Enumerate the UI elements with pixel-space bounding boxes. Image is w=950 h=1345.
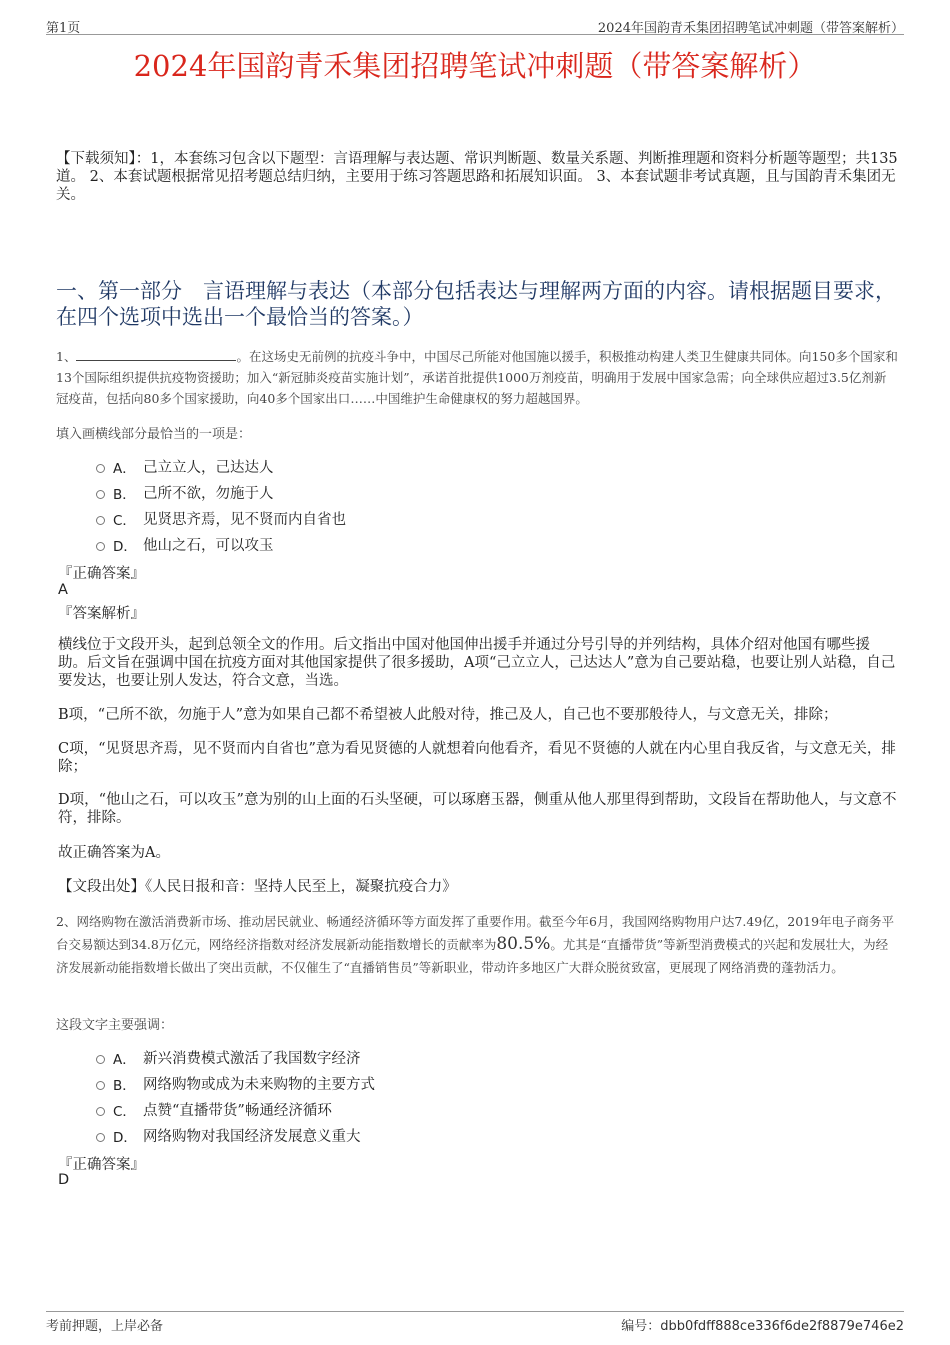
footer-divider [46,1311,904,1312]
header-doc-title: 2024年国韵青禾集团招聘笔试冲刺题（带答案解析） [597,21,904,36]
radio-icon[interactable] [96,1081,105,1090]
option-text: 网络购物或成为未来购物的主要方式 [143,1077,375,1093]
question-1-prompt: 填入画横线部分最恰当的一项是： [56,427,252,442]
radio-icon[interactable] [96,490,105,499]
radio-icon[interactable] [96,1055,105,1064]
option-d[interactable] [96,1125,361,1146]
option-text: 网络购物对我国经济发展意义重大 [143,1129,361,1145]
option-text: 己立立人，己达达人 [143,460,274,476]
correct-answer: D [58,1172,70,1188]
option-letter: C． [113,512,136,529]
radio-icon[interactable] [96,1133,105,1142]
question-2-prompt: 这段文字主要强调： [56,1018,174,1033]
option-text: 新兴消费模式激活了我国数字经济 [143,1051,361,1067]
radio-icon[interactable] [96,464,105,473]
option-text: 见贤思齐焉，见不贤而内自省也 [143,512,346,528]
page-title: 2024年国韵青禾集团招聘笔试冲刺题（带答案解析） [133,49,817,83]
header-divider [46,34,904,35]
option-letter: C． [113,1103,136,1120]
radio-icon[interactable] [96,516,105,525]
download-notice: 【下载须知】：1，本套练习包含以下题型：言语理解与表达题、常识判断题、数量关系题、判断推理题和资料分析题等题型；共135道。 2、本套试题根据常见招考题总结归纳，主要用于练习答题思路和拓展知识面。 3、本套试题非考试真题，且与国韵青禾集团无关。 [56,151,898,203]
option-c[interactable] [96,508,346,529]
document-code [621,1315,904,1334]
analysis-paragraph: B项，“己所不欲，勿施于人”意为如果自己都不希望被人此般对待，推己及人，自己也不要那般待人，与文意无关，排除； [58,707,838,723]
fill-blank-line [76,347,236,361]
answer-label: 『正确答案』 [58,1157,145,1173]
page-number: 第1页 [46,21,81,36]
question-2-body-end: 。尤其是“直播带货”等新型消费模式的兴起和发展壮大，为经济发展新动能指数增长做出了突出贡献，不仅催生了“直播销售员”等新职业，带动许多地区广大群众脱贫致富，更展现了网络消费的蓬勃活力。 [56,937,889,975]
analysis-paragraph: 横线位于文段开头，起到总领全文的作用。后文指出中国对他国伸出援手并通过分号引导的并列结构，具体介绍对他国有哪些援助。后文旨在强调中国在抗疫方面对其他国家提供了很多援助，A项“己立立人，己达达人”意为自己要站稳，也要让别人站稳，自己要发达，也要让别人发达，符合文意，当选。 [58,637,896,689]
footer-slogan: 考前押题，上岸必备 [46,1319,164,1334]
option-b[interactable] [96,1073,375,1094]
option-letter: A． [113,460,136,477]
question-1-number: 1、 [56,349,77,364]
option-letter: B． [113,486,136,503]
document-code-label: 编号： [621,1319,661,1334]
answer-label: 『正确答案』 [58,566,145,582]
option-b[interactable] [96,482,274,503]
document-code-value: dbb0fdff888ce336f6de2f8879e746e2 [660,1319,904,1334]
option-c[interactable] [96,1099,332,1120]
analysis-paragraph: C项，“见贤思齐焉，见不贤而内自省也”意为看见贤德的人就想着向他看齐，看见不贤德的人就在内心里自我反省，与文意无关，排除； [58,741,896,775]
option-a[interactable] [96,456,274,477]
correct-answer: A [58,582,68,598]
section-heading: 一、第一部分 言语理解与表达（本部分包括表达与理解两方面的内容。请根据题目要求，在四个选项中选出一个最恰当的答案。） [56,279,896,329]
analysis-conclusion: 故正确答案为A。 [58,845,170,861]
option-text: 己所不欲，勿施于人 [143,486,274,502]
question-1-text [56,346,898,409]
contribution-rate: 80.5% [496,934,551,954]
question-1-body: 。在这场史无前例的抗疫斗争中，中国尽己所能对他国施以援手，积极推动构建人类卫生健康共同体。向150多个国家和13个国际组织提供抗疫物资援助；加入“新冠肺炎疫苗实施计划”，承诺首批提供1000万剂疫苗，明确用于发展中国家急需；向全球供应超过3.5亿剂新冠疫苗，包括向80多个国家援助，向40多个国家出口……中国维护生命健康权的努力超越国界。 [56,349,898,406]
radio-icon[interactable] [96,1107,105,1116]
option-a[interactable] [96,1047,361,1068]
radio-icon[interactable] [96,542,105,551]
option-text: 点赞“直播带货”畅通经济循环 [143,1103,332,1119]
analysis-paragraph: D项，“他山之石，可以攻玉”意为别的山上面的石头坚硬，可以琢磨玉器，侧重从他人那里得到帮助，文段旨在帮助他人，与文意不符，排除。 [58,792,897,826]
option-d[interactable] [96,534,274,555]
source-citation: 【文段出处】《人民日报和音：坚持人民至上，凝聚抗疫合力》 [58,879,457,895]
option-letter: D． [113,1129,137,1146]
option-letter: A． [113,1051,136,1068]
question-2-body-start: 2、网络购物在激活消费新市场、推动居民就业、畅通经济循环等方面发挥了重要作用。截至今年6月，我国网络购物用户达7.49亿，2019年电子商务平台交易额达到34.8万亿元，网络经济指数对经济发展新动能指数增长的贡献率为 [56,914,895,952]
option-text: 他山之石，可以攻玉 [143,538,274,554]
question-2-text [56,910,898,979]
analysis-label: 『答案解析』 [58,606,145,622]
option-letter: B． [113,1077,136,1094]
option-letter: D． [113,538,137,555]
